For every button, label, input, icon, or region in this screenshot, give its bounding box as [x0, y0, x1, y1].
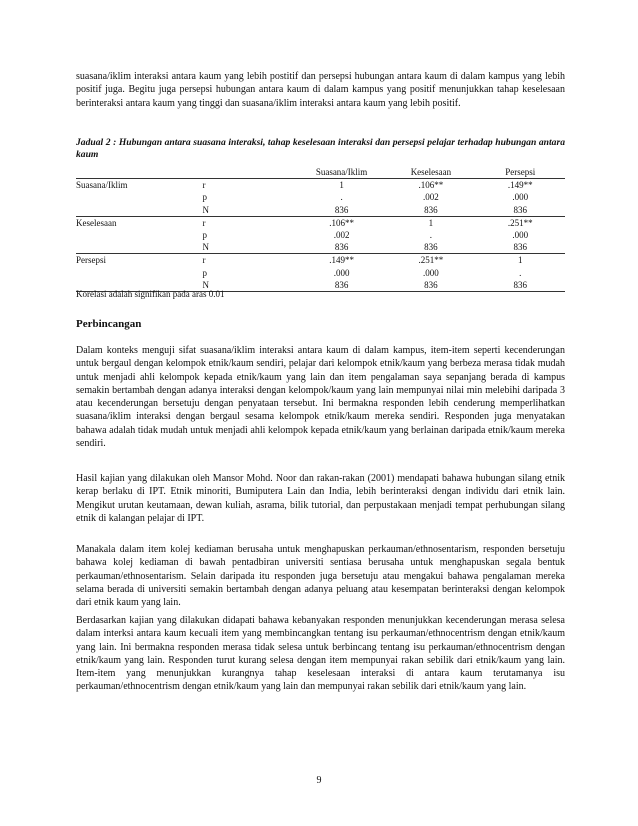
table-cell: .000 — [333, 267, 350, 278]
stat-label: r — [202, 255, 206, 266]
body-paragraph: Hasil kajian yang dilakukan oleh Mansor Mohd. Noor dan rakan-rakan (2001) mendapati bahawa hubungan silang etnik kerap berlaku di IPT. Etnik minoriti, Bumiputera Lain dan India, lebih berinteraksi dengan individu dari etnik lain. Mengikut urutan keutamaan, dewan kuliah, asrama, bilik tutorial, dan perpustakaan menjadi tempat perhubungan silang etnik di kalangan pelajar di IPT. — [76, 473, 565, 524]
stat-label: p — [202, 230, 208, 241]
table-row — [76, 267, 565, 279]
table-cell: 1 — [428, 217, 434, 228]
table-cell: 1 — [339, 180, 344, 191]
table-cell: .000 — [423, 267, 439, 278]
section-heading: Perbincangan — [76, 318, 142, 330]
table-cell: .149** — [507, 180, 533, 191]
table-header-empty — [76, 166, 203, 179]
table-cell: . — [429, 230, 433, 241]
table-cell: . — [340, 192, 343, 203]
body-paragraph: Dalam konteks menguji sifat suasana/iklim interaksi antara kaum di dalam kampus, item-item seperti kecenderungan untuk bergaul dengan kelompok etnik/kaum sendiri, pelajar dari kelompok etnik/kaum yang berbeza merasa tidak mudah untuk menjadi ahli kelompok kepada etnik/kaum yang lain dan item pengalaman saya sepanjang berada di kampus semakin bertambah dengan adanya interaksi dengan kelompok/kaum yang lain mempunyai nilai min melebihi daripada 3 atau kecenderungan bersetuju dengan penyataan tersebut. Ini bermakna responden lebih cenderung memperlihatkan suasana/iklim interaksi dengan bergaul sesama kelompok etnik/kaum mereka sendiri. Responden juga menyatakan bahawa adalah tidak mudah untuk menjadi ahli kelompok kepada etnik/kaum yang berlainan daripada etnik/kaum mereka sendiri. — [76, 345, 565, 450]
table-cell: 836 — [386, 279, 475, 292]
page-number: 9 — [316, 775, 322, 786]
table-header-cell: Persepsi — [476, 166, 565, 179]
table-cell: 836 — [476, 241, 565, 254]
table-cell: .149** — [329, 255, 354, 266]
stat-label: N — [203, 241, 297, 254]
table-cell: .251** — [418, 255, 444, 266]
table-row — [76, 191, 565, 203]
stat-label: r — [202, 217, 206, 228]
table-row — [76, 241, 565, 254]
row-group-label: Suasana/Iklim — [76, 180, 128, 191]
table-cell: 836 — [476, 204, 565, 217]
table-cell: .002 — [333, 230, 350, 241]
table-cell: 836 — [297, 204, 386, 217]
stat-label: N — [203, 279, 297, 292]
row-group-label: Keselesaan — [76, 217, 117, 228]
table-cell: 836 — [297, 241, 386, 254]
table-cell: 836 — [386, 204, 475, 217]
table-header-cell: Keselesaan — [386, 166, 475, 179]
stat-label: r — [202, 180, 206, 191]
table-note: Korelasi adalah signifikan pada aras 0.01 — [76, 289, 225, 299]
stat-label: p — [202, 192, 208, 203]
table-cell: 836 — [476, 279, 565, 292]
body-paragraph: Berdasarkan kajian yang dilakukan didapati bahawa kebanyakan responden menunjukkan kecenderungan merasa selesa dalam interksi antara kaum kecuali item yang membincangkan tentang isu perkauman/ethnocentrism dengan etnik/kaum yang lain. Ini bermakna responden merasa tidak selesa untuk berbincang tentang isu perkauman/ethnocentrism dengan etnik/kaum yang lain. Responden turut kurang selesa dengan item mempunyai rakan sebilik dari etnik/kaum yang lain. Item-item yang menunjukkan kurangnya tahap keselesaan interaksi di antara kaum terutamanya isu perkauman/ethnocentrism dengan etnik/kaum yang lain dan mempunyai rakan sebilik dari etnik/kaum yang lain. — [76, 615, 565, 693]
table-header-cell: Suasana/Iklim — [297, 166, 386, 179]
table-cell: 1 — [518, 255, 523, 266]
table-caption: Jadual 2 : Hubungan antara suasana interaksi, tahap keselesaan interaksi dan persepsi pelajar terhadap hubungan antara kaum — [76, 137, 565, 160]
table-header-row — [76, 166, 565, 179]
body-paragraph: Manakala dalam item kolej kediaman berusaha untuk menghapuskan perkauman/ethnosentarism, responden bersetuju bahawa kolej kediaman di bawah pentadbiran universiti sentiasa berusaha untuk menghapuskan segala bentuk perkauman/ethnosentarism. Selain daripada itu responden juga bersetuju atau mengakui bahawa pengalaman mereka selama berada di universiti semakin bertambah dengan adanya peluang atau kesempatan berinteraksi dengan kelompok dari etnik kaum yang lain. — [76, 544, 565, 609]
table-cell: .000 — [512, 230, 529, 241]
table-cell: 836 — [297, 279, 386, 292]
table-row — [76, 216, 565, 229]
table-header-empty — [203, 166, 297, 179]
table-row — [76, 179, 565, 192]
table-cell: . — [519, 267, 522, 278]
table-row — [76, 254, 565, 267]
table-cell: .002 — [423, 192, 439, 203]
table-row — [76, 229, 565, 241]
table-cell: .000 — [512, 192, 529, 203]
table-cell: 836 — [386, 241, 475, 254]
stat-label: p — [202, 267, 208, 278]
row-group-label: Persepsi — [76, 255, 106, 266]
table-cell: .106** — [329, 217, 354, 228]
intro-paragraph: suasana/iklim interaksi antara kaum yang lebih postitif dan persepsi hubungan antara kaum di dalam kampus yang lebih positif juga. Begitu juga persepsi hubungan antara kaum di dalam kampus yang positif menunjukkan tahap keselesaan berinteraksi antara kaum yang tinggi dan suasana/iklim interaksi antara kaum yang lebih positif. — [76, 71, 565, 109]
table-row — [76, 204, 565, 217]
correlation-table — [76, 166, 565, 292]
stat-label: N — [203, 204, 297, 217]
table-cell: .106** — [418, 180, 444, 191]
table-cell: .251** — [507, 217, 533, 228]
